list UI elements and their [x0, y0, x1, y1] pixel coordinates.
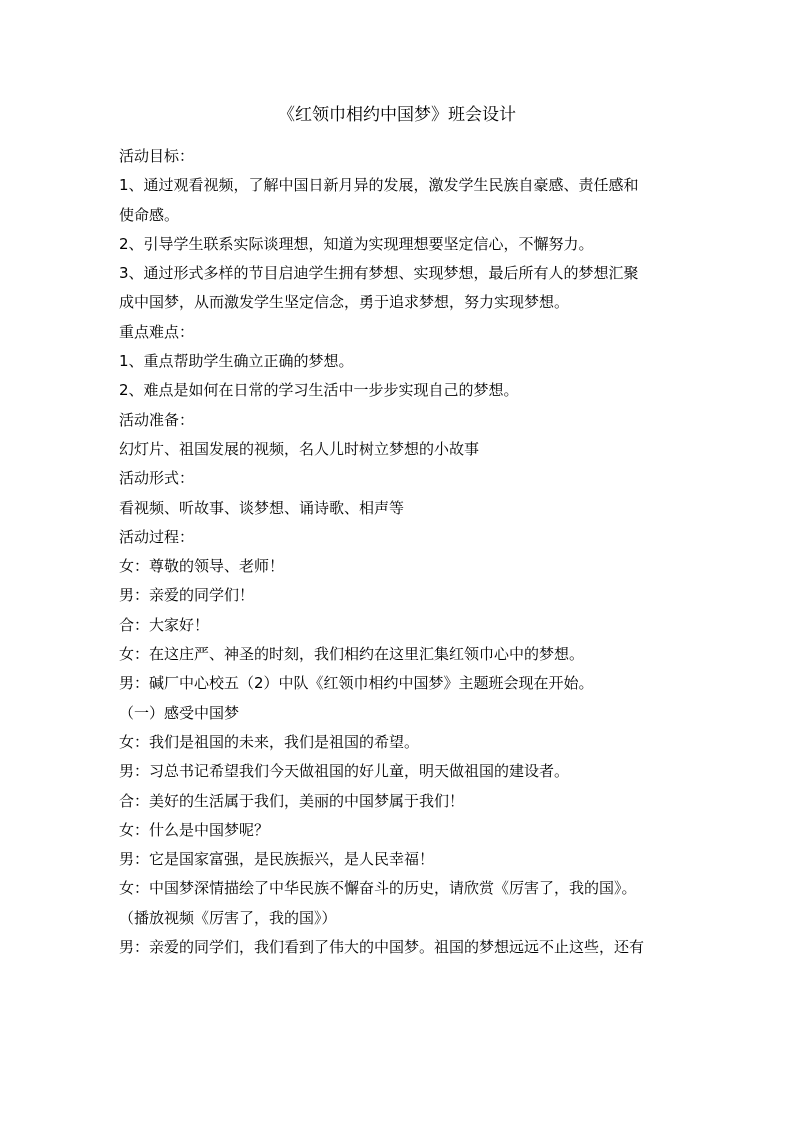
- body-line: 女：中国梦深情描绘了中华民族不懈奋斗的历史，请欣赏《厉害了，我的国》。: [119, 879, 637, 898]
- body-line: 3、通过形式多样的节目启迪学生拥有梦想、实现梦想，最后所有人的梦想汇聚: [119, 264, 639, 283]
- body-line: 女：我们是祖国的未来，我们是祖国的希望。: [119, 732, 420, 751]
- body-line: 女：在这庄严、神圣的时刻，我们相约在这里汇集红领巾心中的梦想。: [119, 645, 585, 664]
- body-line: 1、通过观看视频，了解中国日新月异的发展，激发学生民族自豪感、责任感和: [119, 176, 639, 195]
- body-line: 活动准备：: [119, 410, 195, 429]
- body-line: 合：美好的生活属于我们，美丽的中国梦属于我们！: [119, 791, 465, 810]
- body-line: 使命感。: [119, 205, 180, 224]
- body-line: 男：它是国家富强，是民族振兴，是人民幸福！: [119, 850, 435, 869]
- body-line: 1、重点帮助学生确立正确的梦想。: [119, 352, 354, 371]
- document-title: 《红领巾相约中国梦》班会设计: [278, 105, 516, 125]
- body-line: 活动过程：: [119, 527, 195, 546]
- body-line: 男：亲爱的同学们！: [119, 586, 255, 605]
- body-line: 女：什么是中国梦呢？: [119, 820, 270, 839]
- body-line: 重点难点：: [119, 322, 195, 341]
- body-line: 男：亲爱的同学们，我们看到了伟大的中国梦。祖国的梦想远远不止这些，还有: [119, 938, 645, 957]
- body-line: 女：尊敬的领导、老师！: [119, 557, 285, 576]
- body-line: 2、难点是如何在日常的学习生活中一步步实现自己的梦想。: [119, 381, 519, 400]
- body-line: 幻灯片、祖国发展的视频，名人儿时树立梦想的小故事: [119, 439, 480, 458]
- body-line: 活动目标：: [119, 147, 195, 165]
- body-line: 活动形式：: [119, 469, 195, 488]
- body-line: （一）感受中国梦: [119, 703, 240, 722]
- body-line: 男：习总书记希望我们今天做祖国的好儿童，明天做祖国的建设者。: [119, 762, 570, 781]
- body-line: 看视频、听故事、谈梦想、诵诗歌、相声等: [119, 498, 405, 517]
- document-body: [119, 142, 679, 962]
- body-line: 成中国梦，从而激发学生坚定信念，勇于追求梦想，努力实现梦想。: [119, 293, 570, 312]
- body-line: 2、引导学生联系实际谈理想，知道为实现理想要坚定信心，不懈努力。: [119, 234, 594, 253]
- body-line: 男：碱厂中心校五（2）中队《红领巾相约中国梦》主题班会现在开始。: [119, 674, 594, 693]
- body-line: （播放视频《厉害了，我的国》）: [119, 908, 337, 927]
- body-line: 合：大家好！: [119, 615, 210, 634]
